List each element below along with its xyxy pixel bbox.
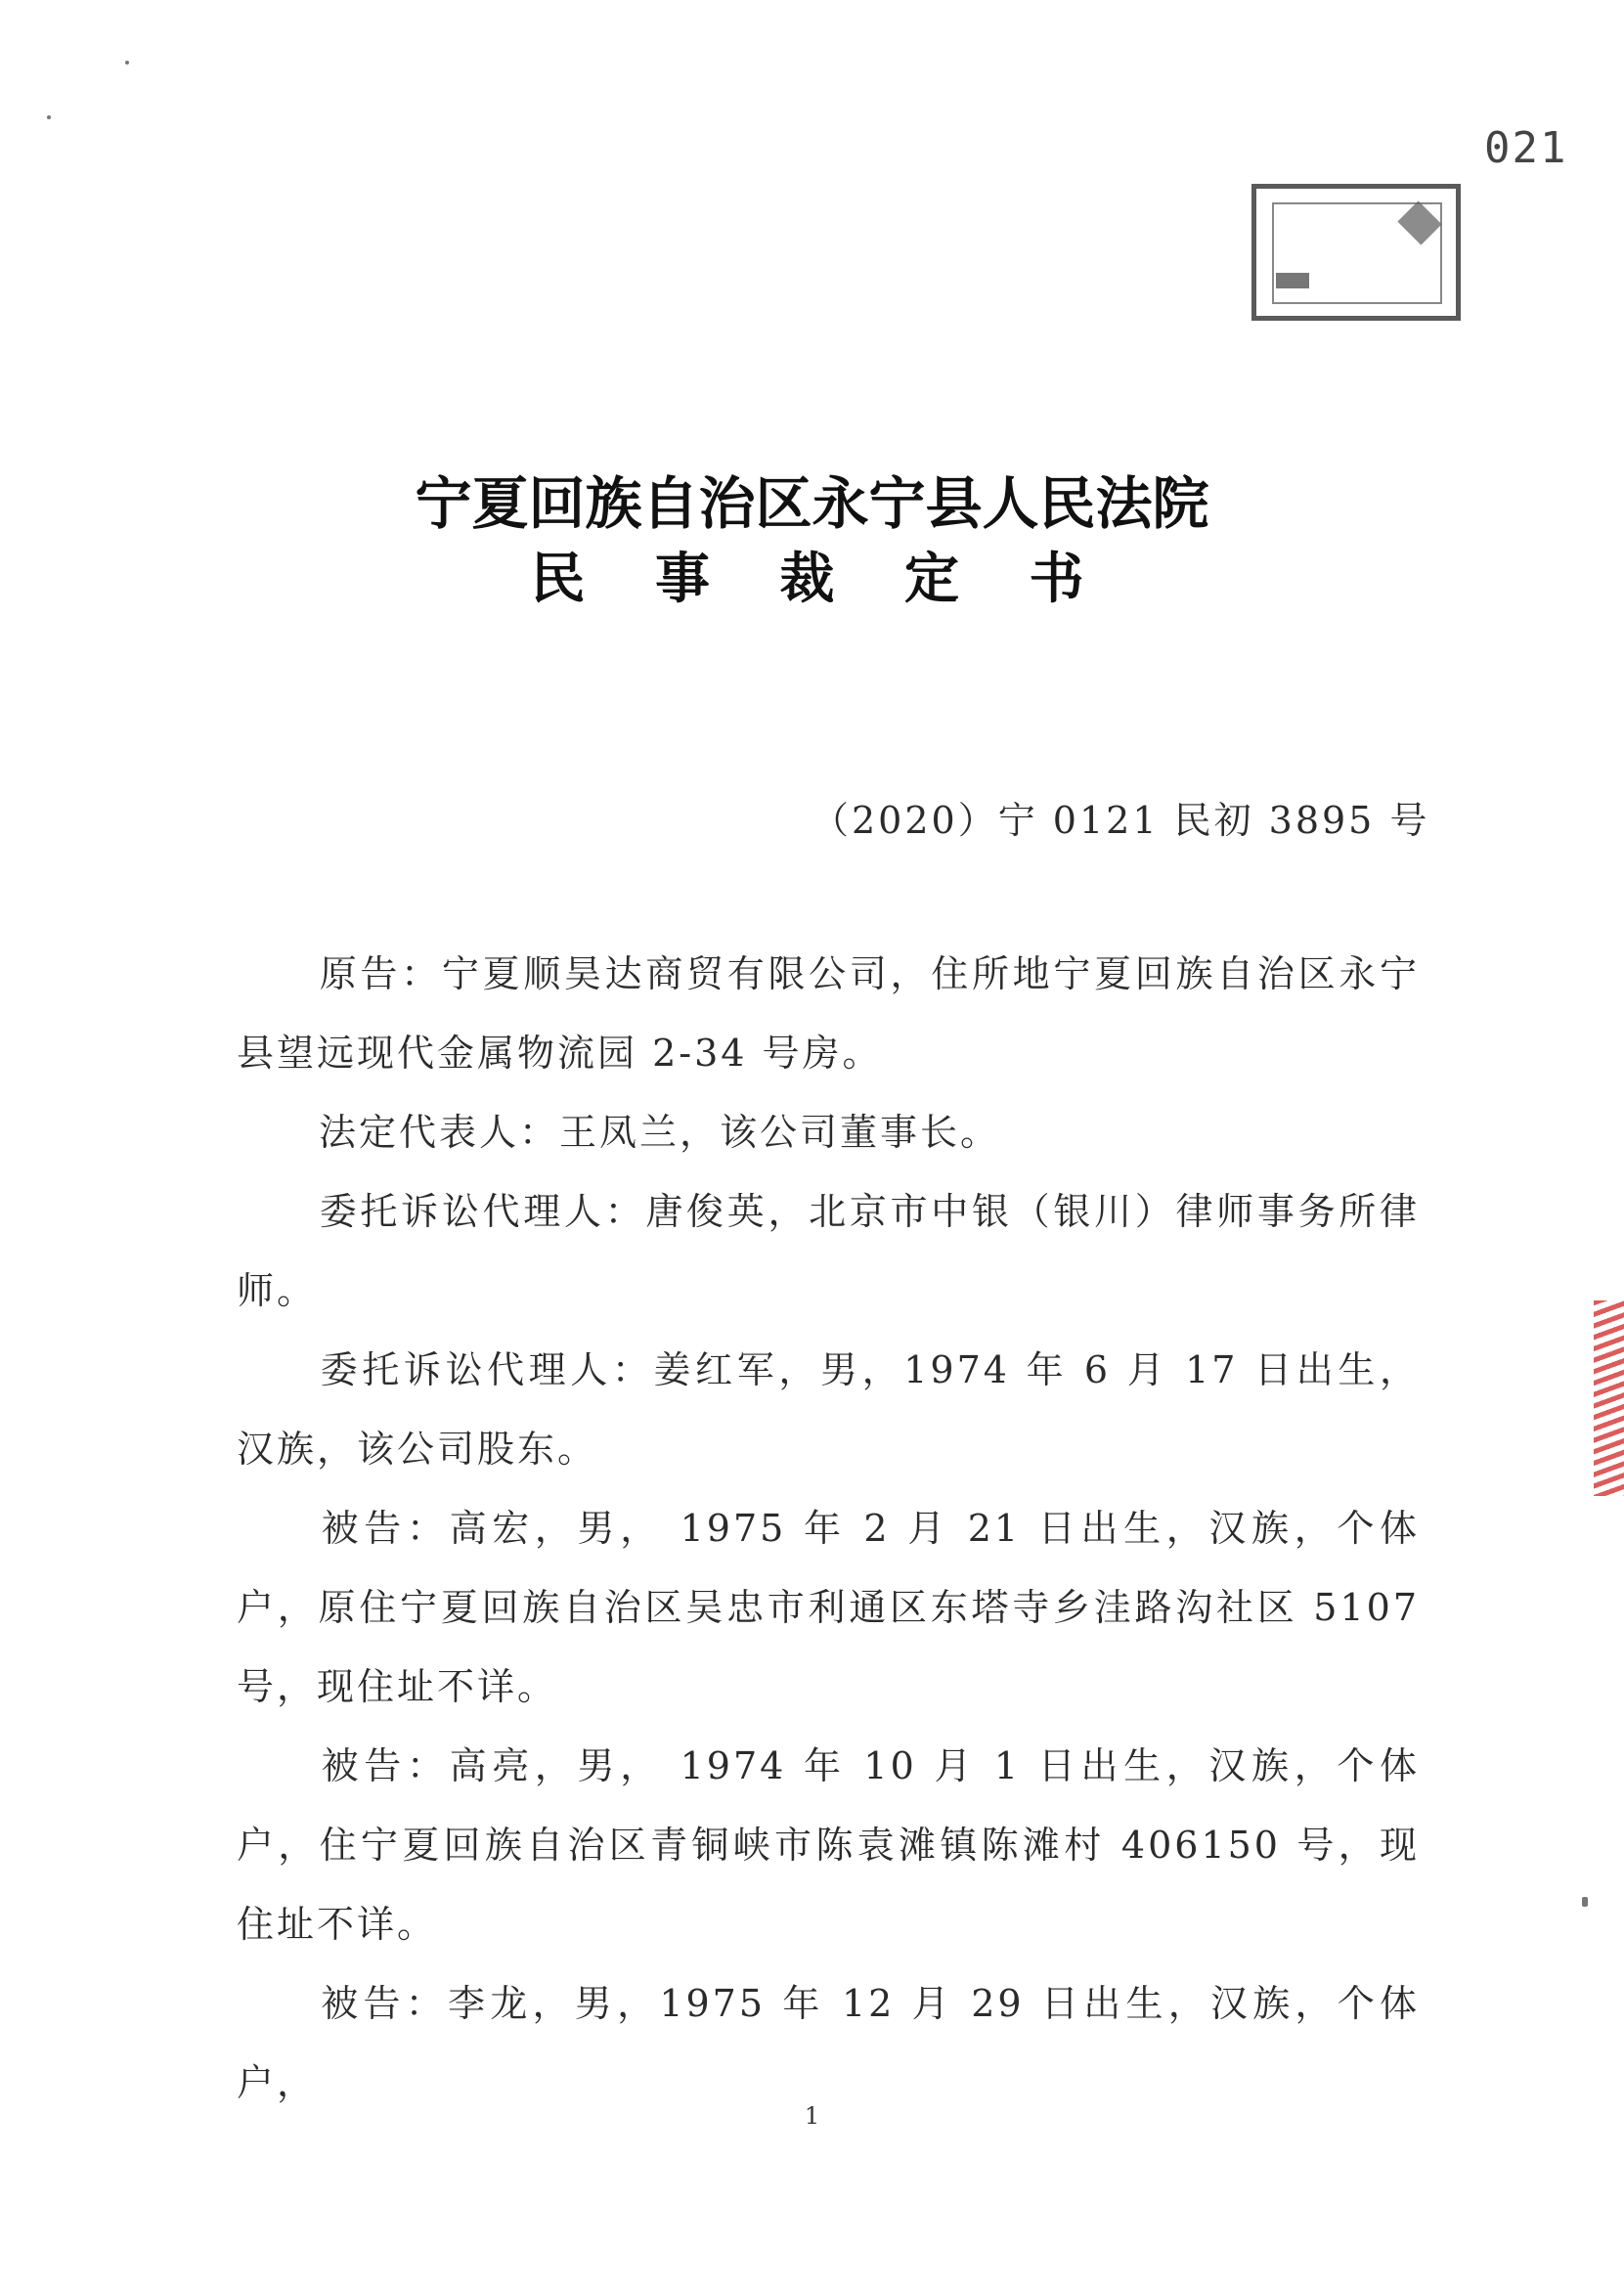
paragraph-defendant-3 — [237, 1964, 1420, 2123]
paragraph-agent-2 — [237, 1331, 1420, 1489]
stamp-mark — [1276, 273, 1309, 288]
paragraph-text: 原告：宁夏顺昊达商贸有限公司，住所地宁夏回族自治区永宁县望远现代金属物流园 2-34 号房。 — [237, 952, 1420, 1075]
red-seal-edge — [1594, 1300, 1624, 1496]
paragraph-legal-representative — [237, 1093, 1420, 1172]
scan-speck — [125, 61, 129, 65]
paragraph-text: 被告：高亮，男， 1974 年 10 月 1 日出生，汉族，个体户，住宁夏回族自治区青铜峡市陈袁滩镇陈滩村 406150 号，现住址不详。 — [237, 1744, 1420, 1946]
paragraph-text: 被告：李龙，男，1975 年 12 月 29 日出生，汉族，个体户， — [237, 1982, 1420, 2104]
paragraph-text: 委托诉讼代理人：唐俊英，北京市中银（银川）律师事务所律师。 — [237, 1190, 1420, 1312]
paragraph-agent-1 — [237, 1172, 1420, 1331]
case-number: （2020）宁 0121 民初 3895 号 — [812, 799, 1430, 842]
paragraph-text: 委托诉讼代理人：姜红军，男，1974 年 6 月 17 日出生，汉族，该公司股东。 — [237, 1348, 1420, 1471]
paragraph-text: 被告：高宏，男， 1975 年 2 月 21 日出生，汉族，个体户，原住宁夏回族自治区吴忠市利通区东塔寺乡洼路沟社区 5107 号，现住址不详。 — [237, 1507, 1420, 1708]
archive-page-mark: 021 — [1484, 123, 1568, 173]
paragraph-text: 法定代表人：王凤兰，该公司董事长。 — [319, 1111, 1001, 1154]
court-name-title: 宁夏回族自治区永宁县人民法院 — [415, 470, 1209, 537]
archive-stamp — [1251, 184, 1461, 321]
document-type-title: 民 事 裁 定 书 — [530, 547, 1110, 611]
scan-speck — [1582, 1897, 1588, 1907]
page-number: 1 — [804, 2102, 820, 2130]
paragraph-defendant-1 — [237, 1489, 1420, 1727]
scan-speck — [47, 115, 51, 119]
paragraph-defendant-2 — [237, 1727, 1420, 1964]
paragraph-plaintiff — [237, 935, 1420, 1093]
